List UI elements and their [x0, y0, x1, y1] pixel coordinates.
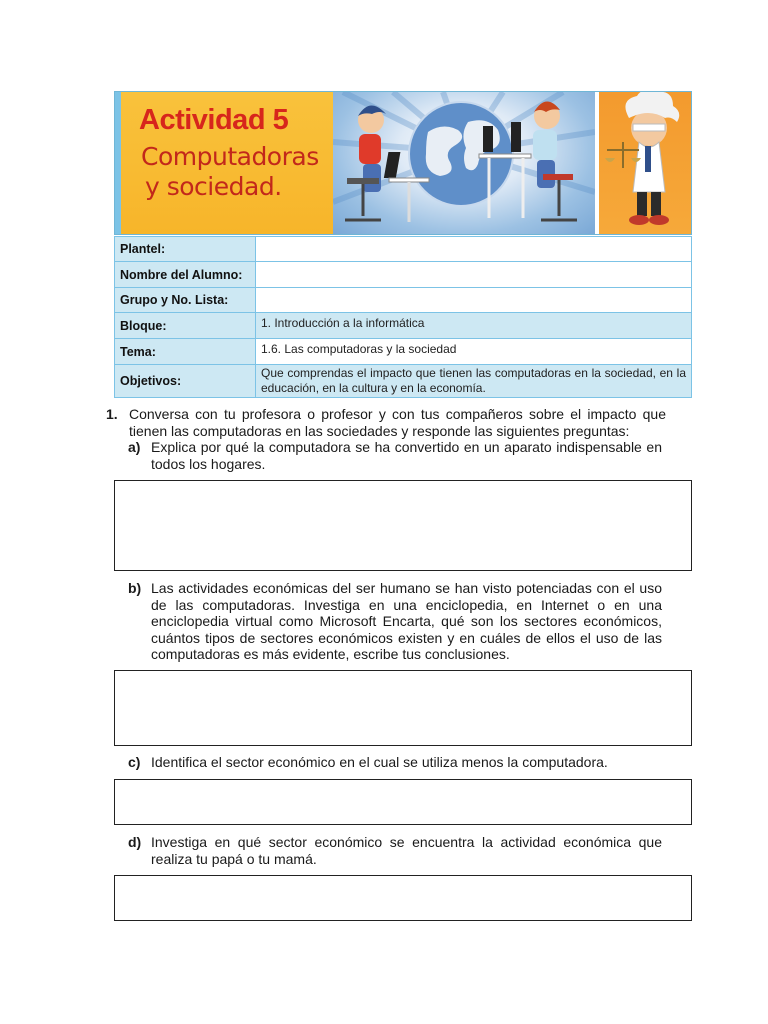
activity-subtitle-line2: y sociedad. [145, 172, 282, 201]
table-row [115, 313, 692, 339]
item-d-text: Investiga en qué sector económico se encuentra la actividad económica que realiza tu papá o tu mamá. [151, 834, 662, 867]
globe-illustration [333, 92, 595, 234]
plantel-label: Plantel: [115, 237, 256, 262]
tema-value: 1.6. Las computadoras y la sociedad [256, 339, 692, 365]
item-d [128, 834, 662, 868]
item-d-letter: d) [128, 834, 142, 850]
objetivos-label: Objetivos: [115, 365, 256, 398]
professor-illustration [599, 92, 691, 234]
banner-title-panel [115, 92, 333, 234]
activity-banner [114, 91, 692, 235]
justice-scale-icon [599, 92, 691, 234]
group-list-field[interactable] [256, 288, 692, 313]
answer-box-a[interactable] [114, 480, 692, 571]
group-list-label: Grupo y No. Lista: [115, 288, 256, 313]
item-b [128, 580, 662, 664]
plantel-field[interactable] [256, 237, 692, 262]
bloque-label: Bloque: [115, 313, 256, 339]
answer-box-d[interactable] [114, 875, 692, 921]
item-c-text: Identifica el sector económico en el cual se utiliza menos la computadora. [151, 754, 608, 770]
activity-title: Actividad 5 [139, 104, 289, 136]
bloque-value: 1. Introducción a la informática [256, 313, 692, 339]
item-a [128, 439, 662, 473]
answer-box-c[interactable] [114, 779, 692, 825]
item-a-letter: a) [128, 439, 141, 455]
student-info-table [114, 236, 692, 398]
table-row [115, 288, 692, 313]
table-row [115, 365, 692, 398]
item-c [128, 754, 662, 772]
question-1-text: Conversa con tu profesora o profesor y con tus compañeros sobre el impacto que tienen las computadoras en las sociedades y responde las siguientes preguntas: [129, 406, 666, 439]
student-name-label: Nombre del Alumno: [115, 262, 256, 288]
item-b-letter: b) [128, 580, 142, 596]
kids-at-computers-illustration [333, 92, 595, 234]
activity-subtitle-line1: Computadoras [141, 142, 319, 171]
tema-label: Tema: [115, 339, 256, 365]
question-1 [106, 406, 666, 442]
item-a-text: Explica por qué la computadora se ha convertido en un aparato indispensable en todos los hogares. [151, 439, 662, 472]
question-1-number: 1. [106, 406, 118, 422]
item-b-text: Las actividades económicas del ser humano se han visto potenciadas con el uso de las computadoras. Investiga en una enciclopedia, en Internet o en una enciclopedia virtual como Microsoft Encarta, qué son los sectores económicos, cuántos tipos de sectores económicos existen y en cuáles de ellos el uso de las computadoras es más evidente, escribe tus conclusiones. [151, 580, 662, 662]
table-row [115, 262, 692, 288]
item-c-letter: c) [128, 754, 141, 770]
table-row [115, 237, 692, 262]
table-row [115, 339, 692, 365]
objetivos-value: Que comprendas el impacto que tienen las computadoras en la sociedad, en la educación, en la cultura y en la economía. [256, 365, 692, 398]
student-name-field[interactable] [256, 262, 692, 288]
answer-box-b[interactable] [114, 670, 692, 746]
activity-subtitle [141, 142, 319, 202]
